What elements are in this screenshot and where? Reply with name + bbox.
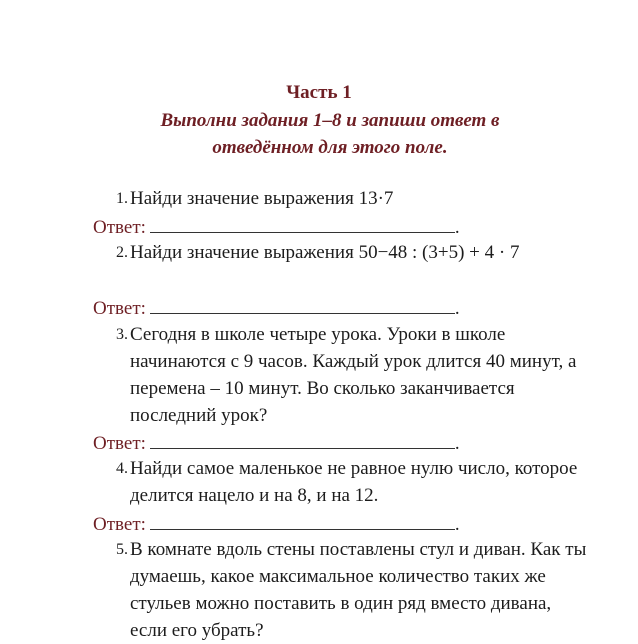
answer-end: . (454, 514, 460, 535)
task-text: Сегодня в школе четыре урока. Уроки в школе начинаются с 9 часов. Каждый урок длится 40 минут, а перемена – 10 минут. Во сколько заканчивается последний урок? (130, 324, 577, 426)
task-text: Найди самое маленькое не равное нулю число, которое делится нацело и на 8, и на 12. (130, 458, 578, 506)
answer-end: . (454, 217, 460, 238)
task-1 (108, 185, 588, 212)
task-3 (108, 321, 588, 429)
answer-label: Ответ: (93, 514, 146, 535)
answer-label: Ответ: (93, 433, 146, 454)
task-number: 1. (116, 190, 128, 207)
task-number: 3. (116, 326, 128, 343)
task-2 (108, 239, 588, 266)
part-title: Часть 1 (286, 82, 352, 103)
instructions: Выполни задания 1–8 и запиши ответ в отведённом для этого поле. (160, 110, 500, 158)
answer-label: Ответ: (93, 217, 146, 238)
answer-line-4 (93, 511, 460, 536)
task-text: Найди значение выражения 13·7 (130, 188, 394, 209)
answer-line-2 (93, 295, 460, 320)
answer-field-3[interactable] (150, 430, 455, 449)
task-number: 5. (116, 541, 128, 558)
task-5 (108, 536, 588, 644)
answer-line-1 (93, 214, 460, 239)
answer-field-4[interactable] (150, 511, 455, 530)
task-text: Найди значение выражения 50−48 : (3+5) + 4 · 7 (130, 242, 520, 263)
answer-line-3 (93, 430, 460, 455)
task-number: 4. (116, 460, 128, 477)
answer-label: Ответ: (93, 298, 146, 319)
task-text: В комнате вдоль стены поставлены стул и диван. Как ты думаешь, какое максимальное количество таких же стульев можно поставить в один ряд вместо дивана, если его убрать? (130, 539, 587, 641)
answer-end: . (454, 433, 460, 454)
answer-field-2[interactable] (150, 295, 455, 314)
answer-end: . (454, 298, 460, 319)
task-4 (108, 455, 588, 509)
task-number: 2. (116, 244, 128, 261)
answer-field-1[interactable] (150, 214, 455, 233)
